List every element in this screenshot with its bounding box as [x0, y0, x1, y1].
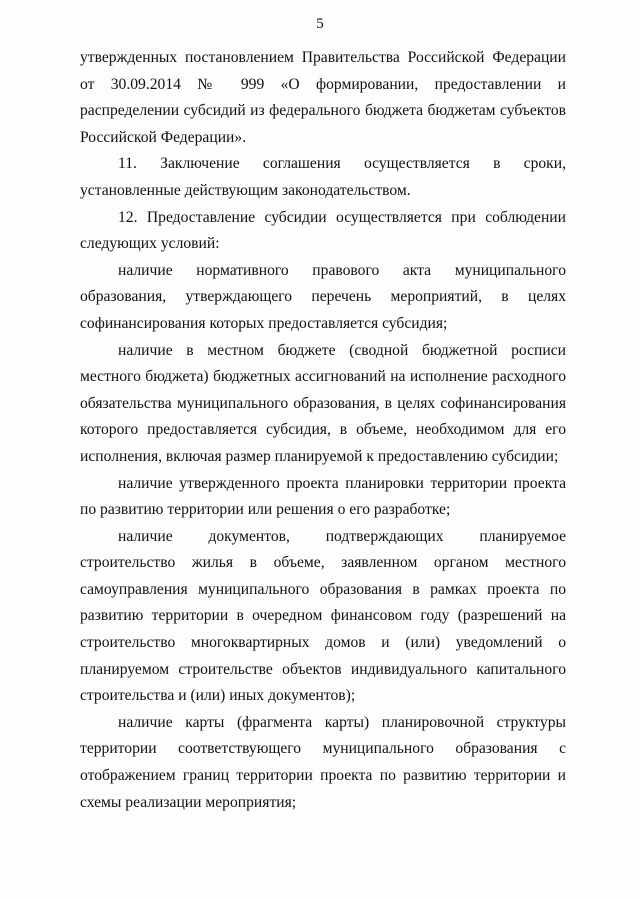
condition-planning-map: наличие карты (фрагмента карты) планировочной структуры территории соответствующего муниципального образования с отображением границ территории проекта по развитию территории и схемы реализации мероприятия;: [80, 713, 566, 811]
page-number: 5: [316, 16, 324, 32]
paragraph-item-12: 12. Предоставление субсидии осуществляется при соблюдении следующих условий:: [80, 208, 566, 253]
paragraph-continuation: утвержденных постановлением Правительства Российской Федерации от 30.09.2014 № 999 «О формировании, предоставлении и распределении субсидий из федерального бюджета бюджетам субъектов Российской Федерации».: [80, 49, 566, 146]
condition-budget-allocations: наличие в местном бюджете (сводной бюджетной росписи местного бюджета) бюджетных ассигнований на исполнение расходного обязательства муниципального образования, в целях софинансирования которого предоставляется субсидия, в объеме, необходимом для его исполнения, включая размер планируемой к предоставлению субсидии;: [80, 341, 566, 465]
document-body: [80, 45, 566, 816]
paragraph-item-11: 11. Заключение соглашения осуществляется в сроки, установленные действующим законодательством.: [80, 155, 566, 199]
condition-construction-documents: наличие документов, подтверждающих планируемое строительство жилья в объеме, заявленном органом местного самоуправления муниципального образования в рамках проекта по развитию территории в очередном финансовом году (разрешений на строительство многоквартирных домов и (или) уведомлений о планируемом строительстве объектов индивидуального капитального строительства и (или) иных документов);: [80, 527, 566, 705]
condition-planning-project: наличие утвержденного проекта планировки территории проекта по развитию территории или решения о его разработке;: [80, 474, 566, 519]
condition-normative-act: наличие нормативного правового акта муниципального образования, утверждающего перечень мероприятий, в целях софинансирования которых предоставляется субсидия;: [80, 261, 566, 332]
